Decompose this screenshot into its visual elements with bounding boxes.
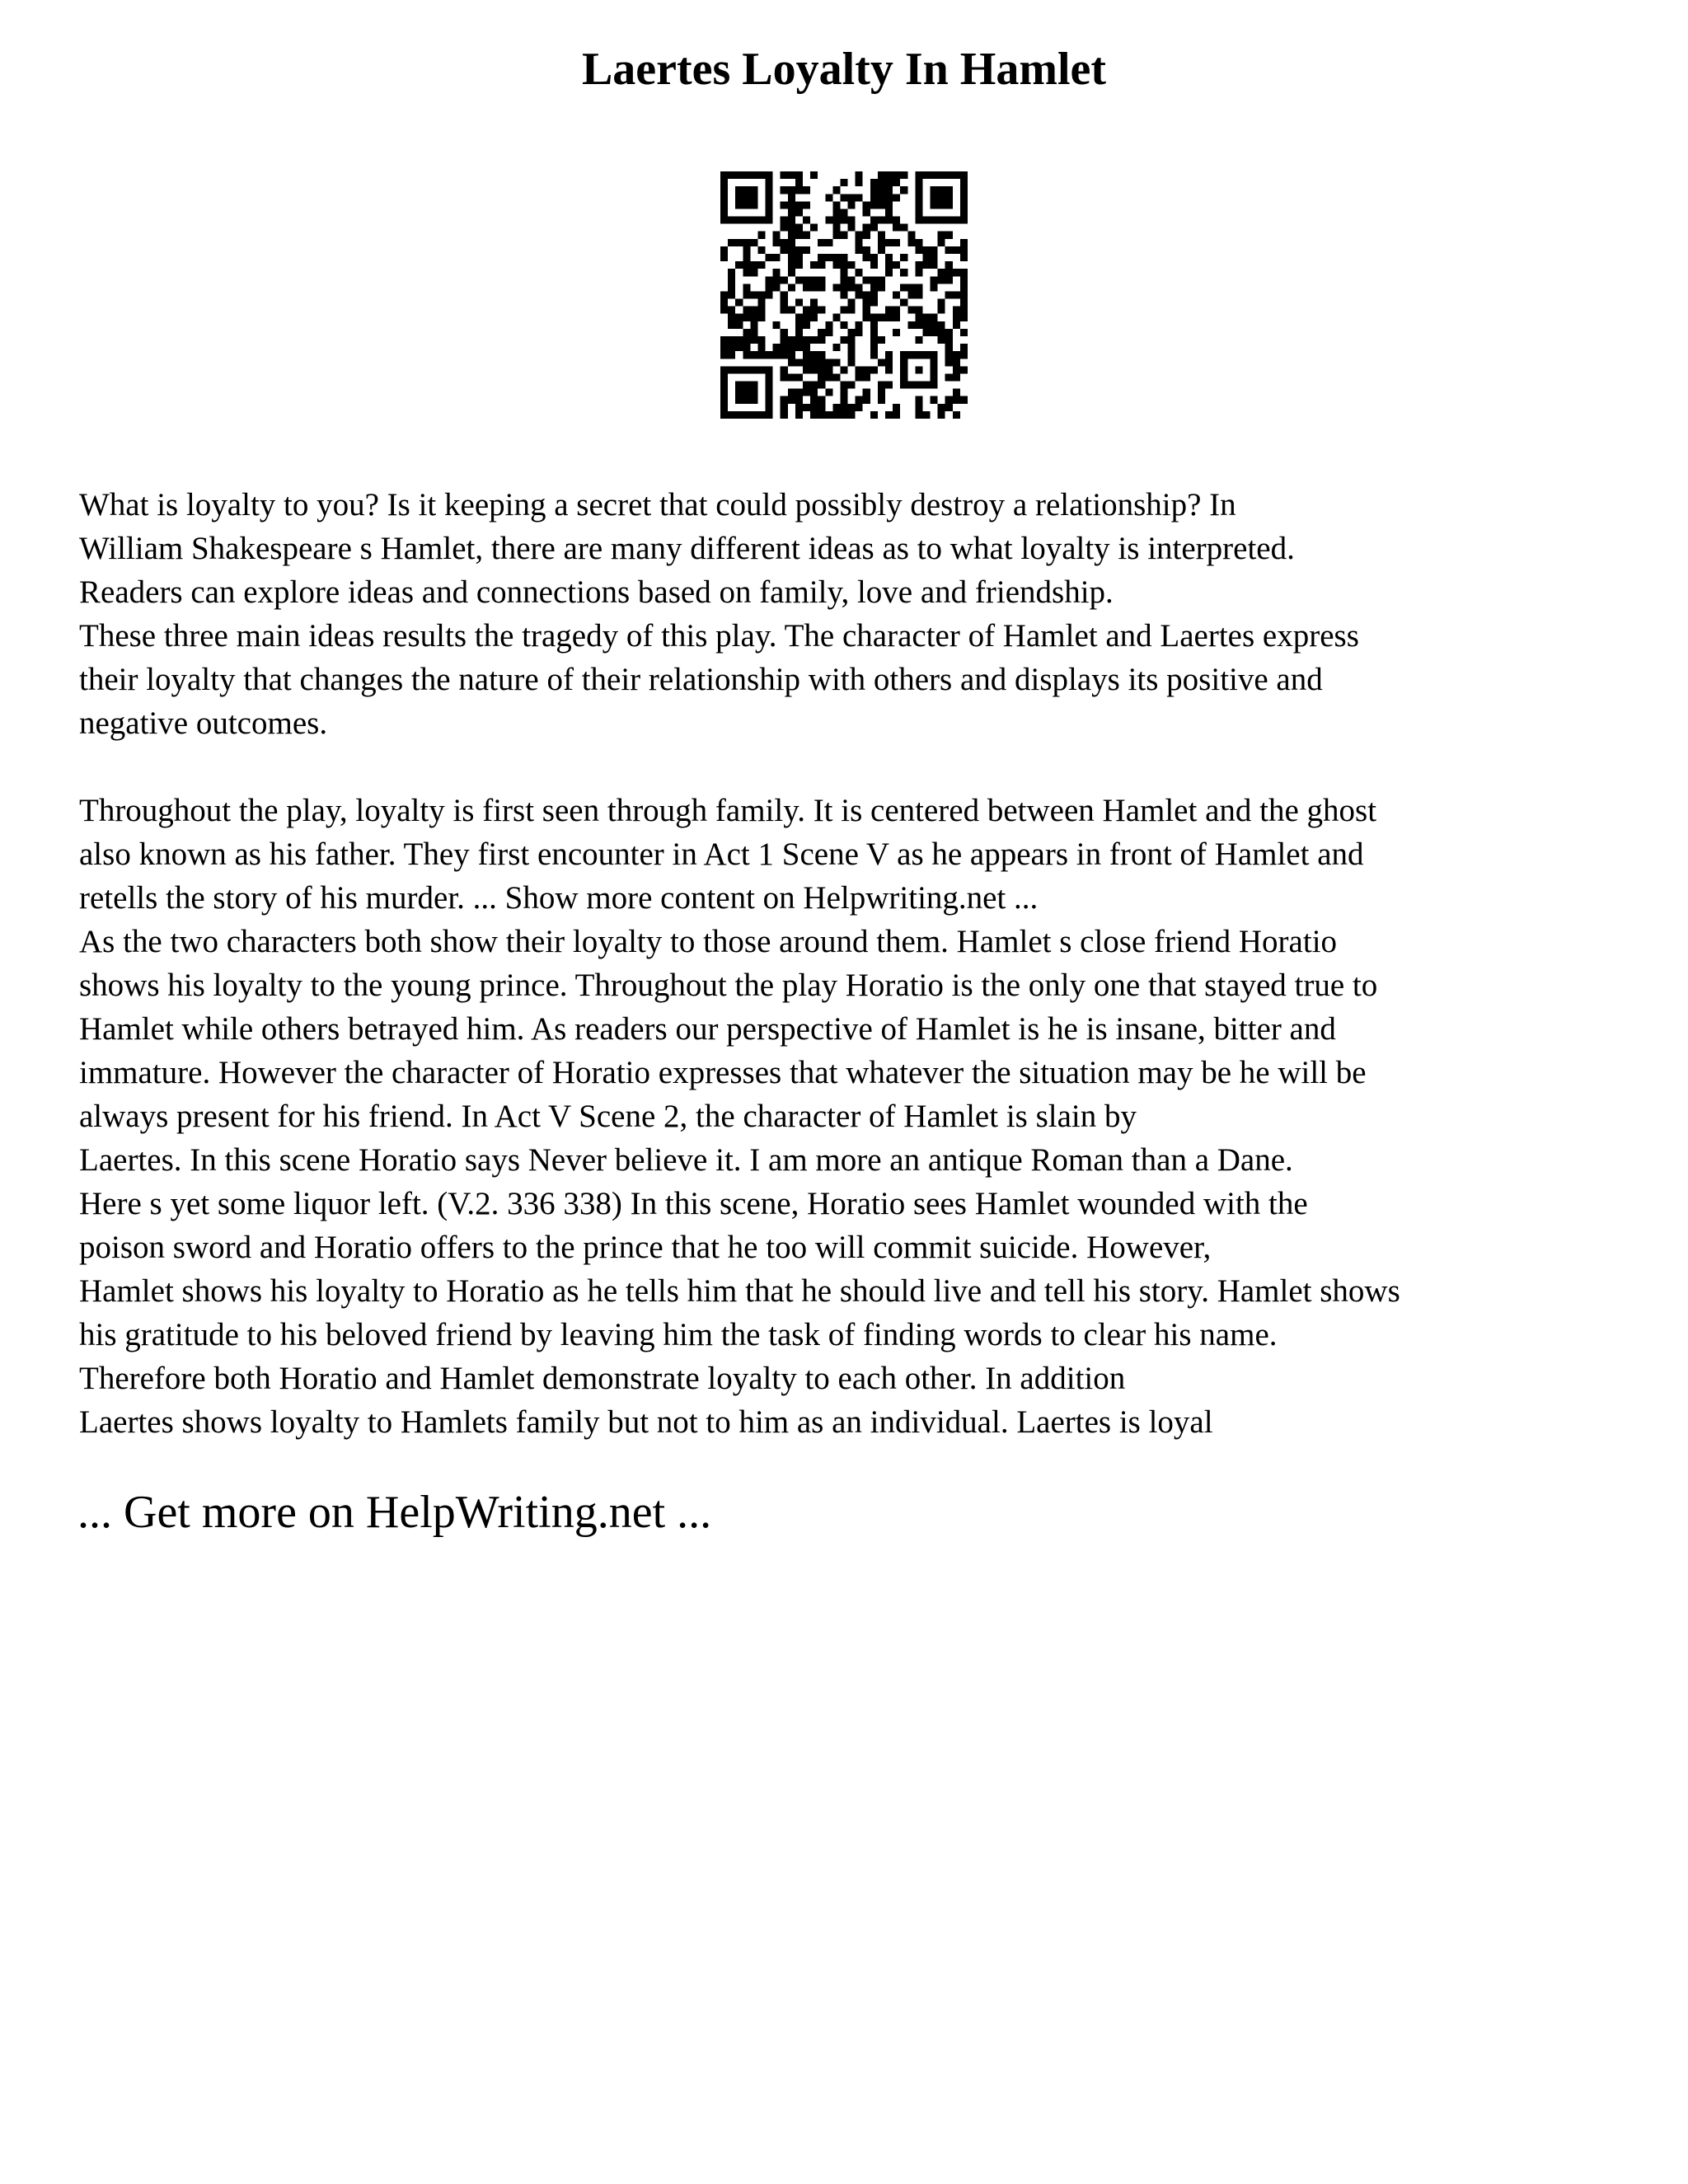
- text-line: also known as his father. They first encounter in Act 1 Scene V as he appears in front of Hamlet and: [79, 837, 1364, 872]
- text-line: Laertes shows loyalty to Hamlets family but not to him as an individual. Laertes is loyal: [79, 1404, 1213, 1440]
- text-line: always present for his friend. In Act V Scene 2, the character of Hamlet is slain by: [79, 1099, 1137, 1134]
- text-line: These three main ideas results the tragedy of this play. The character of Hamlet and Laertes express: [79, 618, 1359, 654]
- text-line: Throughout the play, loyalty is first seen through family. It is centered between Hamlet and the ghost: [79, 793, 1377, 828]
- paragraph-gap: [79, 745, 1645, 789]
- text-line: Here s yet some liquor left. (V.2. 336 338) In this scene, Horatio sees Hamlet wounded with the: [79, 1186, 1308, 1221]
- qr-code-icon: [720, 171, 968, 419]
- text-line: What is loyalty to you? Is it keeping a secret that could possibly destroy a relationship? In: [79, 487, 1236, 523]
- qr-code-graphic: [720, 171, 968, 419]
- text-line: negative outcomes.: [79, 705, 328, 741]
- text-line: Hamlet while others betrayed him. As readers our perspective of Hamlet is he is insane, bitter and: [79, 1011, 1336, 1047]
- text-line: As the two characters both show their loyalty to those around them. Hamlet s close friend Horatio: [79, 924, 1338, 959]
- text-line: William Shakespeare s Hamlet, there are many different ideas as to what loyalty is interpreted.: [79, 531, 1295, 566]
- text-line: his gratitude to his beloved friend by leaving him the task of finding words to clear his name.: [79, 1317, 1278, 1352]
- text-line: shows his loyalty to the young prince. Throughout the play Horatio is the only one that stayed true to: [79, 968, 1378, 1003]
- text-line: immature. However the character of Horatio expresses that whatever the situation may be he will be: [79, 1055, 1367, 1090]
- document-title: Laertes Loyalty In Hamlet: [581, 44, 1107, 95]
- text-line: Therefore both Horatio and Hamlet demonstrate loyalty to each other. In addition: [79, 1361, 1126, 1396]
- text-line: Readers can explore ideas and connections based on family, love and friendship.: [79, 574, 1114, 610]
- text-line: Hamlet shows his loyalty to Horatio as he tells him that he should live and tell his story. Hamlet shows: [79, 1273, 1400, 1309]
- text-line: retells the story of his murder. ... Show more content on Helpwriting.net ...: [79, 880, 1039, 916]
- text-line: their loyalty that changes the nature of their relationship with others and displays its positive and: [79, 662, 1323, 697]
- text-line: Laertes. In this scene Horatio says Never believe it. I am more an antique Roman than a Dane.: [79, 1142, 1293, 1178]
- get-more-link[interactable]: ... Get more on HelpWriting.net ...: [77, 1487, 712, 1538]
- article-body: [79, 483, 1645, 1444]
- paragraph-1: [79, 483, 1645, 745]
- text-line: poison sword and Horatio offers to the prince that he too will commit suicide. However,: [79, 1230, 1212, 1265]
- paragraph-2: [79, 789, 1645, 1444]
